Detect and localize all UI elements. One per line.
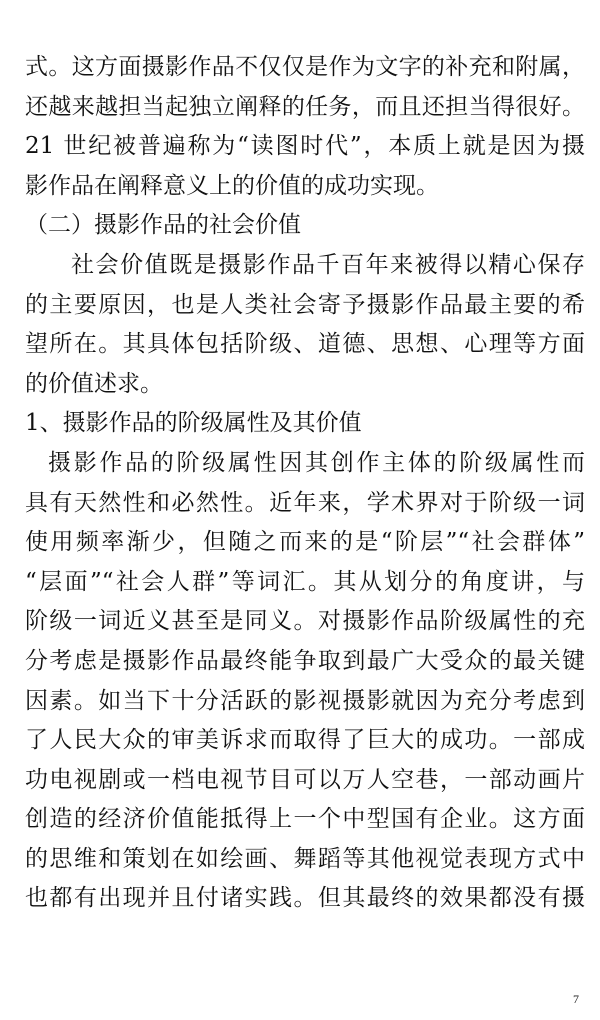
text-line: 社会价值既是摄影作品千百年来被得以精心保存	[71, 251, 585, 278]
text-line: 具有天然性和必然性。近年来，学术界对于阶级一词	[25, 489, 585, 516]
section-heading: （二）摄影作品的社会价值	[25, 212, 301, 239]
text-line: 阶级一词近义甚至是同义。对摄影作品阶级属性的充	[25, 608, 585, 635]
text-line: 望所在。其具体包括阶级、道德、思想、心理等方面	[25, 331, 585, 358]
body-text	[25, 48, 585, 919]
text-line: 创造的经济价值能抵得上一个中型国有企业。这方面	[25, 806, 585, 833]
text-line: 功电视剧或一档电视节目可以万人空巷，一部动画片	[25, 766, 585, 793]
text-line: 的主要原因，也是人类社会寄予摄影作品最主要的希	[25, 291, 585, 318]
text-line: 也都有出现并且付诸实践。但其最终的效果都没有摄	[25, 885, 585, 912]
text-line: 的价值述求。	[25, 370, 163, 397]
text-line: 影作品在阐释意义上的价值的成功实现。	[25, 172, 439, 199]
text-line: 21 世纪被普遍称为“读图时代”，本质上就是因为摄	[25, 133, 585, 160]
text-line: “层面”“社会人群”等词汇。其从划分的角度讲，与	[25, 568, 585, 595]
text-line: 摄影作品的阶级属性因其创作主体的阶级属性而	[48, 449, 585, 476]
text-line: 了人民大众的审美诉求而取得了巨大的成功。一部成	[25, 727, 585, 754]
text-line: 使用频率渐少，但随之而来的是“阶层”“社会群体”	[25, 529, 585, 556]
text-line: 的思维和策划在如绘画、舞蹈等其他视觉表现方式中	[25, 845, 585, 872]
text-line: 分考虑是摄影作品最终能争取到最广大受众的最关键	[25, 647, 585, 674]
page-number: 7	[573, 992, 579, 1006]
subsection-heading: 1、摄影作品的阶级属性及其价值	[25, 410, 362, 437]
text-line: 因素。如当下十分活跃的影视摄影就因为充分考虑到	[25, 687, 585, 714]
text-line: 还越来越担当起独立阐释的任务，而且还担当得很好。	[25, 93, 585, 120]
text-line: 式。这方面摄影作品不仅仅是作为文字的补充和附属，	[25, 54, 585, 80]
